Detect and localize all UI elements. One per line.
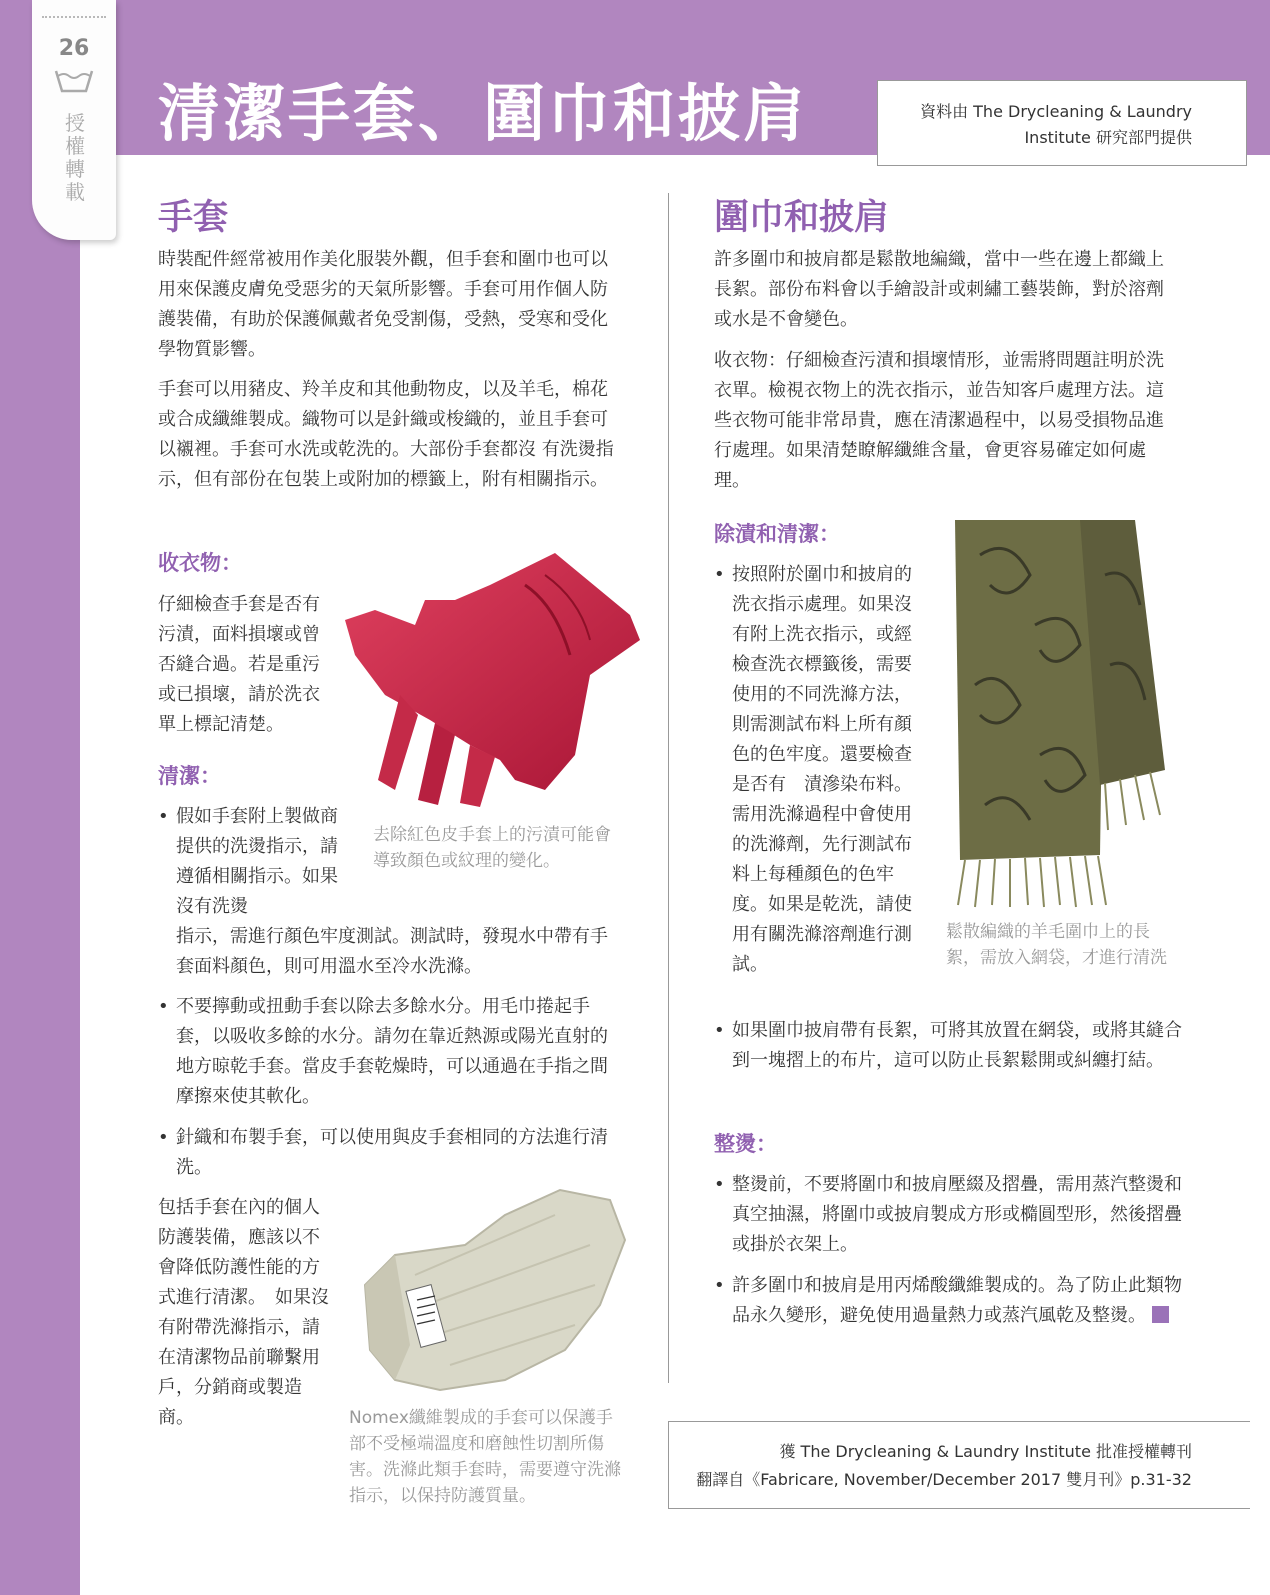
bullet-dot: • xyxy=(158,996,169,1017)
stitch-line xyxy=(42,16,106,18)
page-tab xyxy=(32,0,116,240)
scarf-bullet-2-text: 如果圍巾披肩帶有長絮，可將其放置在網袋，或將其縫合到一塊摺上的布片，這可以防止長絮鬆開或糾纏打結。 xyxy=(732,1020,1182,1071)
credit-line-1: 獲 The Drycleaning & Laundry Institute 批准授權轉刊 xyxy=(779,1442,1192,1461)
glove-bullet-2 xyxy=(158,992,620,1112)
scarf-bullet-2 xyxy=(714,1016,1190,1076)
wool-scarf-image xyxy=(940,515,1170,910)
wash-symbol-icon xyxy=(54,68,94,94)
scarf-bullet-3 xyxy=(714,1170,1190,1260)
ppe-text: 包括手套在內的個人防護裝備，應該以不會降低防護性能的方式進行清潔。 如果沒有附帶洗滌指示，請在清潔物品前聯繫用戶，分銷商或製造商。 xyxy=(158,1197,329,1428)
scarf-bullet-3-text: 整燙前，不要將圍巾和披肩壓綴及摺疊，需用蒸汽整燙和真空抽濕，將圍巾或披肩製成方形或橢圓型形，然後摺疊或掛於衣架上。 xyxy=(732,1174,1182,1255)
glove-bullet-1 xyxy=(158,802,348,922)
stain-removal-heading: 除漬和清潔： xyxy=(714,522,840,546)
scarf-bullet-1 xyxy=(714,560,928,980)
credit-box xyxy=(668,1421,1250,1509)
scarf-bullet-1-text: 按照附於圍巾和披肩的洗衣指示處理。如果沒有附上洗衣指示，或經檢查洗衣標籤後，需要使用的不同洗滌方法，則需測試布料上所有顏色的色牢度。還要檢查是否有 漬滲染布料。需用洗滌過程中會使用的洗滌劑，先行測試布料上每種顏色的色牢度。如果是乾洗，請使用有關洗滌溶劑進行測試。 xyxy=(732,564,912,975)
bullet-dot: • xyxy=(714,1174,725,1195)
gloves-heading: 手套 xyxy=(158,198,229,238)
scarf-caption: 鬆散編織的羊毛圍巾上的長絮，需放入網袋，才進行清洗 xyxy=(946,922,1167,968)
scarves-intro-2: 收衣物：仔細檢查污漬和損壞情形，並需將問題註明於洗衣單。檢視衣物上的洗衣指示，並告知客戶處理方法。這些衣物可能非常昂貴，應在清潔過程中，以易受損物品進行處理。如果清楚瞭解纖維含量，會更容易確定如何處理。 xyxy=(714,350,1164,491)
pressing-heading: 整燙： xyxy=(714,1132,777,1156)
glove-bullet-3-text: 針織和布製手套，可以使用與皮手套相同的方法進行清洗。 xyxy=(176,1127,608,1178)
red-leather-glove-image xyxy=(340,545,640,810)
page-number: 26 xyxy=(58,36,90,61)
credit-line-2: 翻譯自《Fabricare, November/December 2017 雙月刊》p.31-32 xyxy=(696,1470,1192,1489)
source-line-2: Institute 研究部門提供 xyxy=(1024,128,1192,147)
page-title: 清潔手套、圍巾和披肩 xyxy=(158,77,809,150)
receiving-text: 仔細檢查手套是否有污漬，面料損壞或曾否縫合過。若是重污或已損壞，請於洗衣單上標記清楚。 xyxy=(158,594,320,735)
knit-glove-caption: Nomex纖維製成的手套可以保護手部不受極端溫度和磨蝕性切割所傷害。洗滌此類手套時，需要遵守洗滌指示，以保持防護質量。 xyxy=(349,1408,621,1506)
bullet-dot: • xyxy=(714,1275,725,1296)
glove-bullet-1-text: 假如手套附上製做商提供的洗燙指示，請遵循相關指示。如果沒有洗燙 xyxy=(176,806,338,917)
gloves-intro-1: 時裝配件經常被用作美化服裝外觀，但手套和圍巾也可以用來保護皮膚免受惡劣的天氣所影響。手套可用作個人防護裝備，有助於保護佩戴者免受割傷，受熱，受寒和受化學物質影響。 xyxy=(158,249,608,360)
end-mark-icon xyxy=(1152,1306,1169,1323)
source-line-1: 資料由 The Drycleaning & Laundry xyxy=(920,102,1192,121)
red-glove-caption: 去除紅色皮手套上的污漬可能會導致顏色或紋理的變化。 xyxy=(373,825,611,871)
bullet-dot: • xyxy=(158,806,169,827)
glove-bullet-2-text: 不要擰動或扭動手套以除去多餘水分。用毛巾捲起手套，以吸收多餘的水分。請勿在靠近熱源或陽光直射的地方晾乾手套。當皮手套乾燥時，可以通過在手指之間摩擦來使其軟化。 xyxy=(176,996,608,1107)
glove-bullet-3 xyxy=(158,1123,620,1183)
knit-glove-image xyxy=(355,1185,645,1400)
receiving-heading: 收衣物： xyxy=(158,551,242,575)
side-tab-label: 授權轉載 xyxy=(65,111,85,204)
bullet-dot: • xyxy=(714,564,725,585)
scarves-intro-1: 許多圍巾和披肩都是鬆散地編織，當中一些在邊上都織上長絮。部份布料會以手繪設計或刺繡工藝裝飾，對於溶劑或水是不會變色。 xyxy=(714,249,1164,330)
scarf-bullet-4 xyxy=(714,1271,1190,1331)
source-box xyxy=(877,80,1247,166)
gloves-intro-2: 手套可以用豬皮、羚羊皮和其他動物皮，以及羊毛，棉花或合成纖維製成。織物可以是針織或梭織的，並且手套可以襯裡。手套可水洗或乾洗的。大部份手套都沒 有洗燙指示，但有部份在包裝上或附加的標籤上，附有相關指示。 xyxy=(158,379,614,490)
column-divider xyxy=(668,193,669,1383)
glove-bullet-1-continued: 指示，需進行顏色牢度測試。測試時，發現水中帶有手套面料顏色，則可用溫水至冷水洗滌。 xyxy=(176,926,608,977)
bullet-dot: • xyxy=(714,1020,725,1041)
cleaning-heading: 清潔： xyxy=(158,764,221,788)
scarf-bullet-4-text: 許多圍巾和披肩是用丙烯酸纖維製成的。為了防止此類物品永久變形，避免使用過量熱力或蒸汽風乾及整燙。 xyxy=(732,1275,1182,1326)
scarves-heading: 圍巾和披肩 xyxy=(714,198,890,238)
bullet-dot: • xyxy=(158,1127,169,1148)
